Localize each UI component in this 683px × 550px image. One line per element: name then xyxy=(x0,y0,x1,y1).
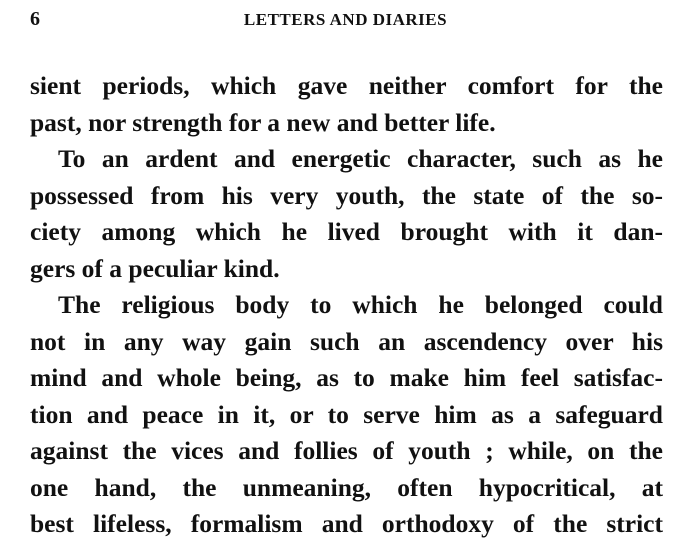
text-line: tion and peace in it, or to serve him as a safeguard xyxy=(30,399,663,429)
text-line: best lifeless, formalism and orthodoxy of the strict xyxy=(30,509,663,538)
text-line: mind and whole being, as to make him feel satisfac- xyxy=(30,363,663,392)
running-head: LETTERS AND DIARIES xyxy=(243,10,448,29)
page-header xyxy=(30,8,661,34)
text-line: The religious body to which he belonged could xyxy=(58,290,663,319)
text-line: gers of a peculiar kind. xyxy=(30,253,280,283)
text-line: not in any way gain such an ascendency over his xyxy=(30,326,663,356)
text-line: one hand, the unmeaning, often hypocritical, at xyxy=(30,472,663,502)
text-line: possessed from his very youth, the state of the so- xyxy=(30,180,663,210)
text-line: ciety among which he lived brought with it dan- xyxy=(30,217,663,246)
body-text xyxy=(30,68,663,543)
text-line: against the vices and follies of youth ; while, on the xyxy=(30,436,663,465)
page-number: 6 xyxy=(30,8,40,30)
text-line: past, nor strength for a new and better life. xyxy=(30,107,496,137)
text-line: sient periods, which gave neither comfort for the xyxy=(30,71,663,100)
text-line: To an ardent and energetic character, such as he xyxy=(58,144,663,173)
